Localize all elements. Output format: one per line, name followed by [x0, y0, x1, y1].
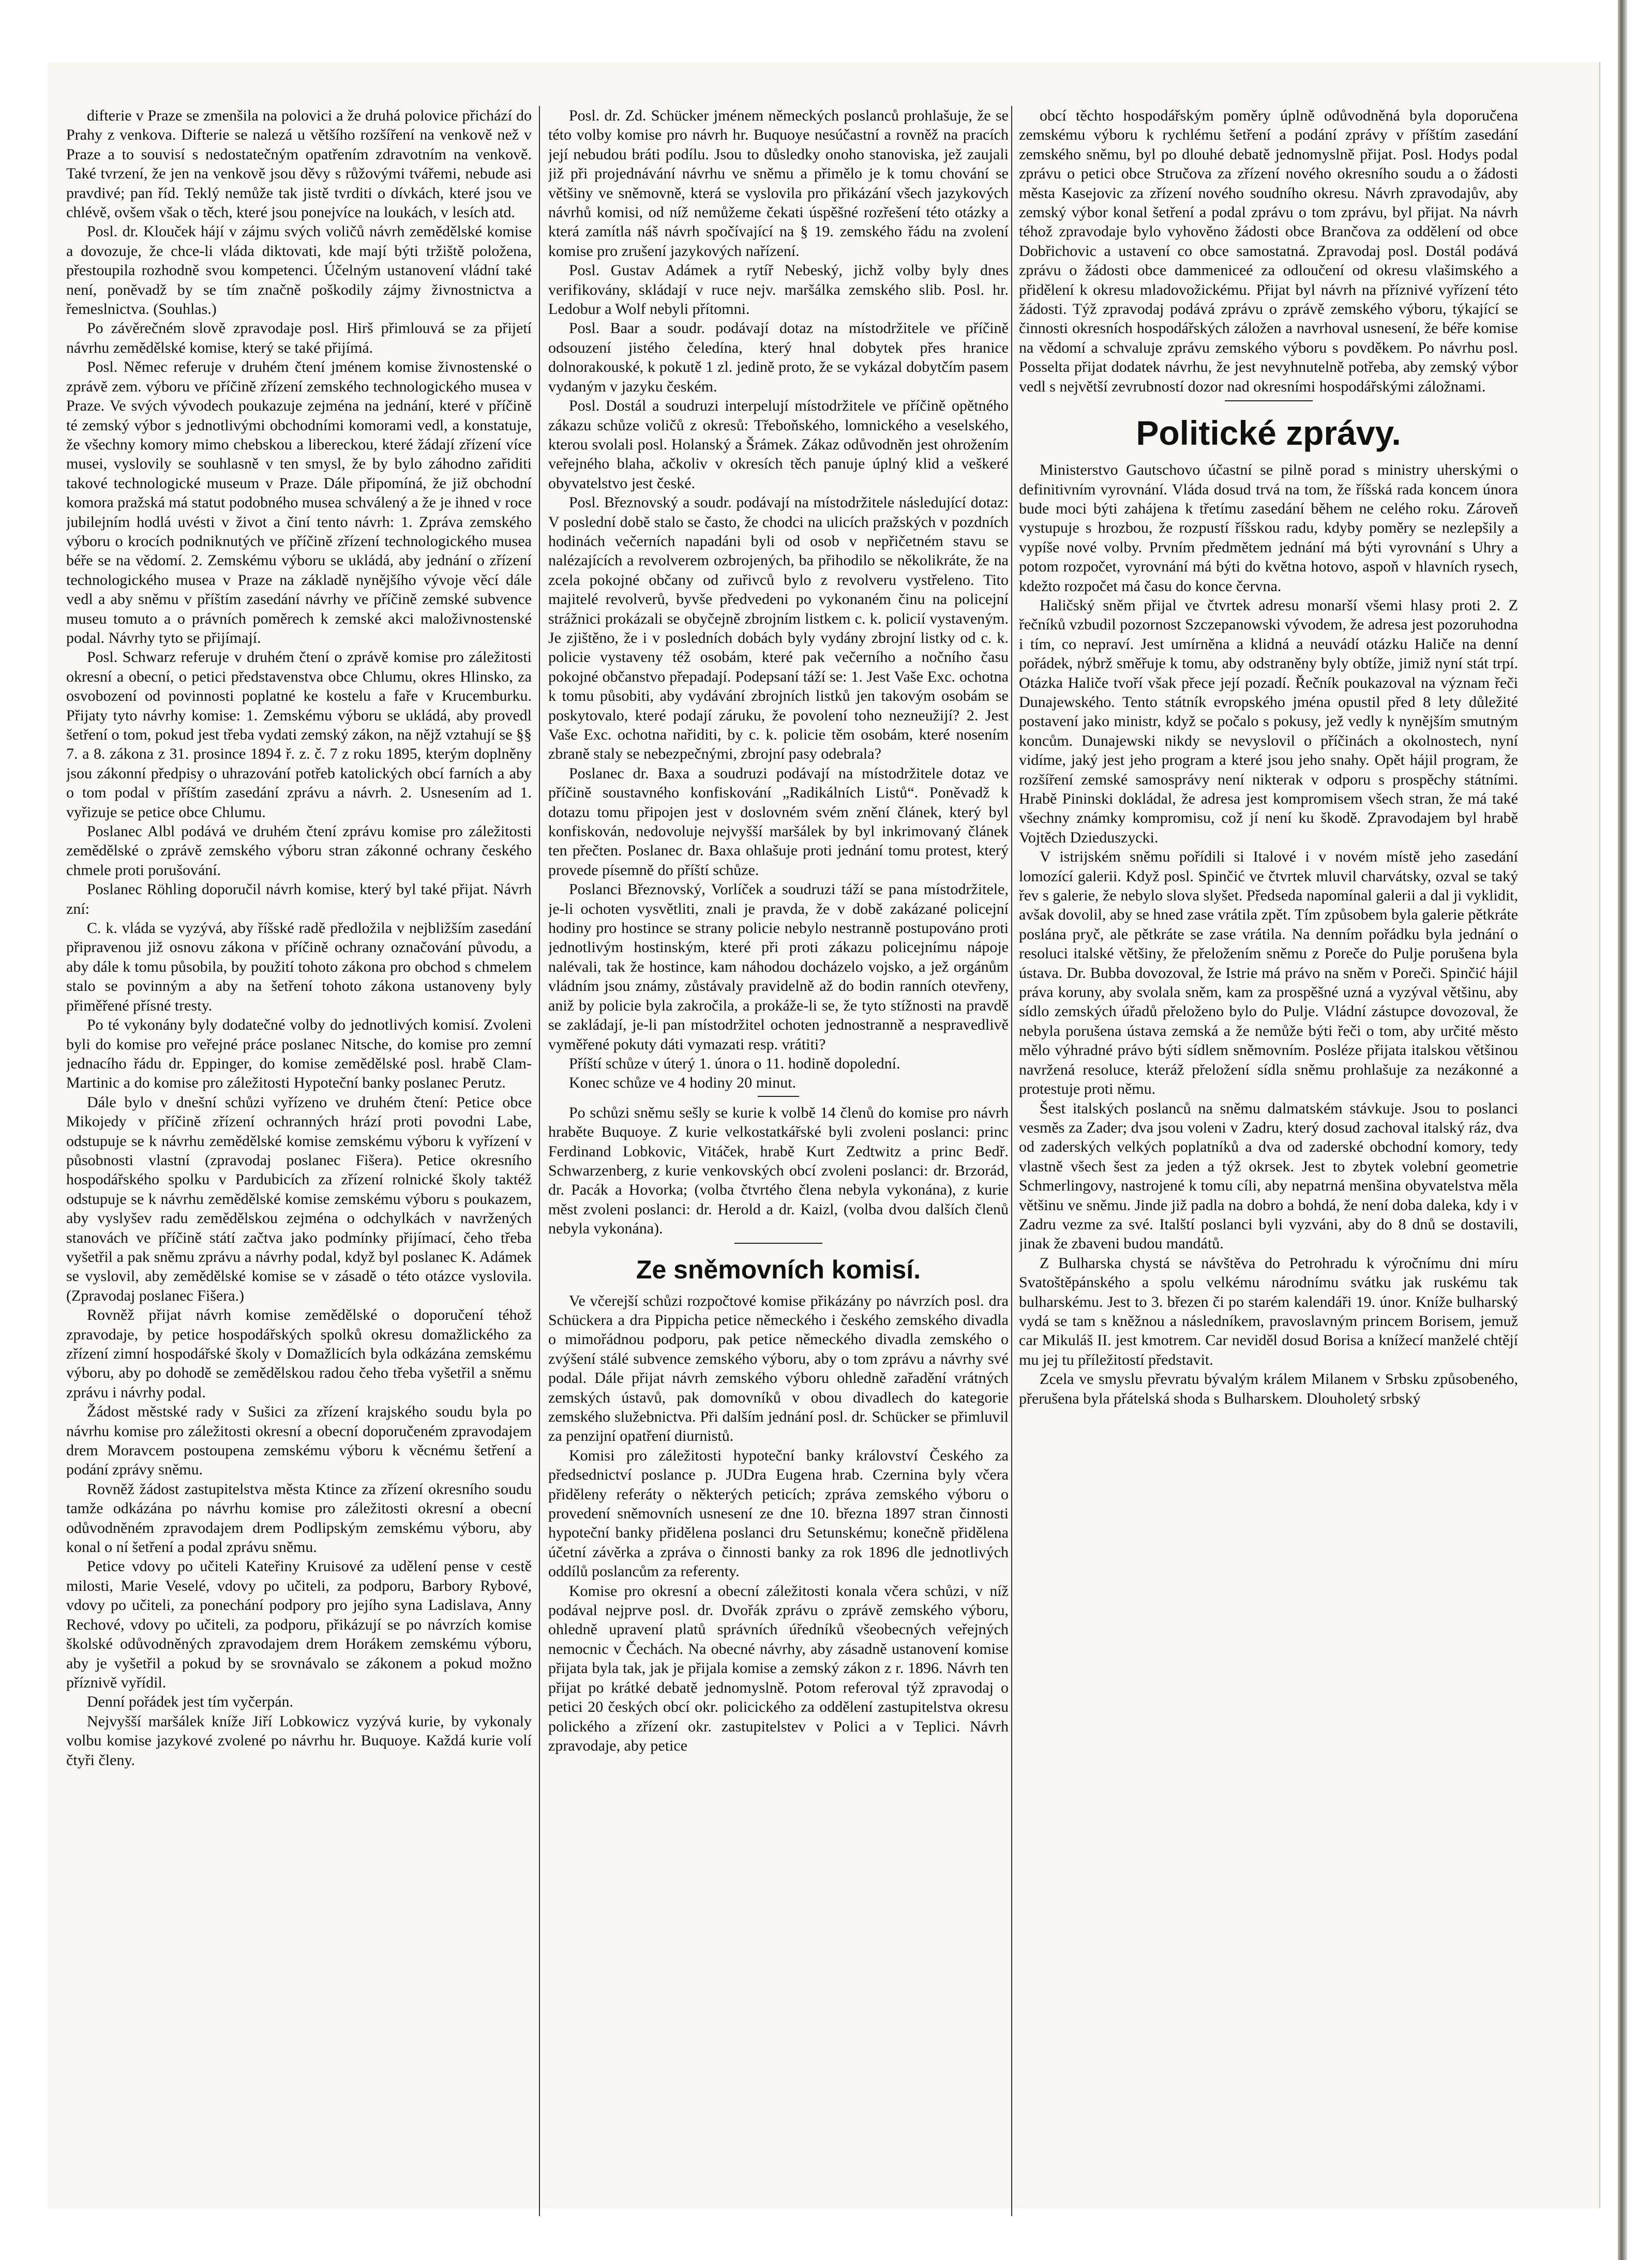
column-3: [1019, 106, 1518, 2221]
paragraph: Denní pořádek jest tím vyčerpán.: [87, 1693, 294, 1711]
paragraph: Příští schůze v úterý 1. února o 11. hodině dopolední.: [569, 1054, 900, 1072]
paragraph: Dále bylo v dnešní schůzi vyřízeno ve druhém čtení: Petice obce Mikojedy v příčině zřízení ochranných hrází proti povodni Labe, odstupuje se k návrhu zemědělské komise zemskému výboru k vyřízení v působnosti vlastní (zpravodaj poslanec Fišera). Petice okresního hospodářského spolku v Pardubicích za zřízení rolnické školy taktéž odstupuje se k návrhu zemědělské komise zemskému výboru s poukazem, aby vyslyšev radu zemědělskou zejména o odchylkách v navržených stanovách ve příčině státí začtva jako podmínky přijímací, čeho třeba vyšetřil a pak sněmu zprávu a návrhy podal, když byl poslanec K. Adámek se vyslovil, aby zemědělské komise se v zásadě o této otázce vyslovila. (Zpravodaj poslanec Fišera.): [66, 1093, 532, 1304]
paragraph: Ministerstvo Gautschovo účastní se pilně porad s ministry uherskými o definitivním vyrovnání. Vláda dosud trvá na tom, že říšská rada koncem února bude moci býti zahájena k třetímu zasedání během ne celého roku. Zároveň vystupuje s hrozbou, že rozpustí říšskou radu, kdyby poměry se nezlepšily a vypíše nové volby. Prvním předmětem jednání má býti vyrovnání s Uhry a potom rozpočet, vyrovnání má býti do května hotovo, aspoň v hlavních rysech, kdežto rozpočet má času do konce června.: [1019, 461, 1518, 595]
paragraph: Petice vdovy po učiteli Kateřiny Kruisové za udělení pense v cestě milosti, Marie Veselé, vdovy po učiteli, za podporu, Barbory Rybové, vdovy po učiteli, za ponechání podpory pro jejího syna Ladislava, Anny Rechové, vdovy po učiteli, za podporu, přikázují se po návrzích komise školské odůvodněných zpravodajem drem Horákem zemskému výboru, aby je vyšetřil a pokud by se srovnávalo se zákonem a pokud možno příznivě vyřídil.: [66, 1558, 532, 1691]
paragraph: Posl. Němec referuje v druhém čtení jménem komise živnostenské o zprávě zem. výboru ve příčině zřízení zemského technologického musea v Praze. Ve svých vývodech poukazuje zejména na jednání, které v příčině té zemský výbor s jednotlivými obchodními komorami vedl, a konstatuje, že všechny komory mimo chebskou a libereckou, které žádají zřízení více musei, vyslovily se souhlasně v ten smysl, že by bylo záhodno zařiditi takové technologické museum v Praze. Dále připomíná, že již obchodní komora pražská má statut podobného musea schválený a že je ihned v roce jubilejním hodlá uvésti v život a činí tento návrh: 1. Zpráva zemského výboru o krocích podniknutých ve příčině zřízení technologického musea béře se na vědomí. 2. Zemskému výboru se ukládá, aby jednání o zřízení technologického musea v Praze na základě nynějšího vývoje věcí dále vedl a aby sněmu v příštím zasedání návrhy ve příčině zemské subvence museu tomuto a o právních poměrech k zemské akci maloživnostenské podal. Návrhy tyto se přijímají.: [66, 358, 532, 646]
paragraph: Poslanci Březnovský, Vorlíček a soudruzi táží se pana místodržitele, je-li ochoten vysvětliti, znali je pravda, že v době zakázané policejní hodiny pro hostince se strany policie nebylo nestranně postupováno proti jednotlivým hostinským, které při proti zákazu policejnímu nápoje nalévali, tak že hostince, kam náhodou docházelo vojsko, a jež orgánům vládním jsou známy, zůstávaly pravidelně až do bodin ranních otevřeny, aniž by policie byla zakročila, a prokáže-li se, že tyto stížnosti na pravdě se zakládají, je-li pan místodržitel ochoten jednostranně a nespravedlivě vyměřené pokuty dáti vymazati resp. vrátiti?: [548, 881, 1009, 1053]
section-divider: [734, 1243, 822, 1244]
paragraph: Konec schůze ve 4 hodiny 20 minut.: [569, 1074, 797, 1092]
paragraph: Žádost městské rady v Sušici za zřízení krajského soudu byla po návrhu komise pro záležitosti okresní a obecní doporučeném zpravodajem drem Moravcem postoupena zemskému výboru k věcnému šetření a podání zprávy sněmu.: [66, 1403, 532, 1479]
paragraph: Poslanec Albl podává ve druhém čtení zprávu komise pro záležitosti zemědělské o zprávě zemského výboru stran zákonné ochrany českého chmele proti porušování.: [66, 823, 532, 879]
paragraph: Po závěrečném slově zpravodaje posl. Hirš přimlouvá se za přijetí návrhu zemědělské komise, který se také přijímá.: [66, 320, 532, 356]
paragraph: Rovněž přijat návrh komise zemědělské o doporučení téhož zpravodaje, by petice hospodářských spolků okresu domažlického za zřízení zimní hospodářské školy v Domažlicích byla odkázána zemskému výboru, aby po dohodě se zemědělskou radou čeho třeba vyšetřil a sněmu zprávu i návrhy podal.: [66, 1306, 532, 1401]
paragraph: Poslanec Röhling doporučil návrh komise, který byl také přijat. Návrh zní:: [66, 881, 532, 917]
section-divider: [1225, 400, 1313, 401]
paragraph: Posl. dr. Klouček hájí v zájmu svých voličů návrh zemědělské komise a dovozuje, že chce-li vláda diktovati, kde mají býti tržiště položena, přestoupila rozhodně svou kompetenci. Účelným ustanovení vládní také není, poněvadž by se tím značně poškodily zájmy živnostnictva a řemeslnictva. (Souhlas.): [66, 223, 532, 318]
paragraph: Po schůzi sněmu sešly se kurie k volbě 14 členů do komise pro návrh hraběte Buquoye. Z kurie velkostatkářské byli zvoleni poslanci: princ Ferdinand Lobkovic, Vitáček, hrabě Kurt Zedtwitz a princ Bedř. Schwarzenberg, z kurie venkovských obcí zvoleni poslanci: dr. Brzorád, dr. Pacák a Hovorka; (volba čtvrtého člena nebyla vykonána), z kurie měst zvoleni poslanci: dr. Herold a dr. Kaizl, (volba dvou dalších členů nebyla vykonána).: [548, 1104, 1009, 1238]
paragraph: Posl. Březnovský a soudr. podávají na místodržitele následující dotaz: V poslední době stalo se často, že chodci na ulicích pražských v pozdních hodinách večerních napadáni byli od osob v nepřičetném stavu se nalézajících a revolverem ozbrojených, ba přihodilo se několikráte, že na zcela pokojné občany od zuřivců bylo z revolveru vystřeleno. Tito majitelé revolverů, byvše předvedeni po vykonaném činu na policejní strážnici prokázali se obyčejně zbrojním listkem c. k. policií vystaveným. Je zjištěno, že i v posledních dobách byly vydány zbrojní listky od c. k. policie vystaveny též osobám, které pak večerního a nočního času pokojné občanstvo přepadají. Podepsaní táží se: 1. Jest Vaše Exc. ochotna k tomu působiti, aby vydávání zbrojních listků jen takovým osobám se poskytovalo, které podají záruku, že povolení toho nezneužijí? 2. Jest Vaše Exc. ochotna nařiditi, by c. k. policie těm osobám, které nosením zbraně staly se nebezpečnými, zbrojní pasy odebrala?: [548, 494, 1009, 763]
paragraph: Ve včerejší schůzi rozpočtové komise přikázány po návrzích posl. dra Schückera a dra Pippicha petice německého i českého zemského divadla o mimořádnou podporu, pak petice německého divadla zemského o zvýšení stálé subvence zemského výboru, aby o tom zprávu a návrhy své podal. Dále přijat návrh zemského výboru ohledně zařadění vrátných zemských ústavů, pak domovníků v obou divadlech do kategorie zemského služebnictva. Při dalším jednání posl. dr. Schücker se přimluvil za penzijní opatření diurnistů.: [548, 1292, 1009, 1445]
page-binding-edge: [1618, 0, 1627, 2260]
paragraph: V istrijském sněmu pořídili si Italové i v novém místě jeho zasedání lomozící galerii. Když posl. Spinčić ve čtvrtek mluvil charvátsky, ozval se taký řev s galerie, že nebylo slova slyšet. Předseda napomínal galerii a dal ji vyklidit, avšak dovolil, aby se hned zase vrátila zpět. Tím způsobem byla galerie pětkráte poslána pryč, ale pětkráte se zase vrátila. Na denním pořádku byla jednání o resoluci italské většiny, že přeložením sněmu z Poreče do Pulje porušena byla ústava. Dr. Bubba dovozoval, že Istrie má právo na sněm v Poreči. Spinčić hájil práva koruny, aby svolala sněm, kam za prospěšné uzná a vyzýval většinu, aby sídlo zemských úřadů přeloženo bylo do Pulje. Vládní zástupce dovozoval, že nebyla porušena ústava zemská a že nemůže býti řeči o tom, aby určité město mělo výhradné právo býti sídlem sněmovním. Posléze přijata italskou většinou navržená resoluce, kteráž přeložení sídla sněmu prohlašuje za nezákonné a protestuje proti němu.: [1019, 848, 1518, 1098]
paragraph: Komisi pro záležitosti hypoteční banky království Českého za předsednictví poslance p. JUDra Eugena hrab. Czernina byly včera přiděleny referáty o některých peticích; zpráva zemského výboru o provedení sněmovních usnesení ze dne 10. března 1897 stran činnosti hypoteční banky přidělena poslanci dru Setunskému; konečně přidělena účetní závěrka a zpráva o činnosti banky za rok 1896 dle jednotlivých oddílů poslancům za referenty.: [548, 1447, 1009, 1580]
column-divider: [539, 106, 540, 2216]
paragraph: Nejvyšší maršálek kníže Jiří Lobkowicz vyzývá kurie, by vykonaly volbu komise jazykové zvolené po návrhu hr. Buquoye. Každá kurie volí čtyři členy.: [66, 1712, 532, 1769]
paragraph: C. k. vláda se vyzývá, aby říšské radě předložila v nejbližším zasedání připravenou již osnovu zákona v příčině ochrany označování původu, a aby dále k tomu působila, by použití tohoto zákona pro obchod s chmelem stalo se povinným a aby na šetření tohoto zákona ustanoveny byly přiměřené přísné tresty.: [66, 920, 532, 1014]
section-title: Ze sněmovních komisí.: [636, 1255, 921, 1284]
paragraph: Posl. Schwarz referuje v druhém čtení o zprávě komise pro záležitosti okresní a obecní, o petici představenstva obce Chlumu, okres Hlinsko, za osvobození od povinnosti poplatné ke kostelu a faře v Krucemburku. Přijaty tyto návrhy komise: 1. Zemskému výboru se ukládá, aby provedl šetření o tom, pokud jest třeba vydati zemský zákon, na nějž vztahují se §§ 7. a 8. zákona z 31. prosince 1894 ř. z. č. 7 z roku 1895, kterým doplněny jsou zákonní předpisy o uhrazování potřeb katolických obcí farních a aby o tom podal v příštím zasedání zprávu a návrh. 2. Usnesením ad 1. vyřizuje se petice obce Chlumu.: [66, 649, 532, 821]
paragraph: Posl. dr. Zd. Schücker jménem německých poslanců prohlašuje, že se této volby komise pro návrh hr. Buquoye nesúčastní a rovněž na pracích její nebudou bráti podílu. Jsou to důsledky onoho stanoviska, jež zaujali již při projednávání návrhu ve sněmu a přimělo je k tomu chování se většiny ve sněmovně, která se vyslovila pro přikázání všech jazykových návrhů komisi, od níž nemůžeme čekati úspěšné rozřešení této otázky a která zamítla náš návrh spočívající na § 19. zemského řádu na zvolení komise pro zrušení jazykových nařízení.: [548, 107, 1009, 260]
paragraph: Posl. Baar a soudr. podávají dotaz na místodržitele ve příčině odsouzení jistého čeledína, který hnal dobytek přes hranice dolnorakouské, k pokutě 1 zl. jedině proto, že se vykázal dobytčím pasem vydaným v jazyku českém.: [548, 320, 1009, 395]
section-divider: [758, 1096, 799, 1097]
paragraph: Šest italských poslanců na sněmu dalmatském stávkuje. Jsou to poslanci vesměs za Zader; dva jsou voleni v Zadru, který dosud zachoval italský ráz, dva od zaderských velkých poplatníků a dva od zaderské obchodní komory, tedy vlastně všech šest za jeden a týž okrsek. Jest to zbytek volební geometrie Schmerlingovy, nastrojené k tomu cíli, aby nepatrná menšina obyvatelstva měla většinu ve sněmu. Jinde již padla na dobro a bohdá, že není doba daleka, kdy i v Zadru vezme za své. Italští poslanci byli vyzváni, aby do 8 dnů se dostavili, jinak že zbaveni budou mandátů.: [1019, 1099, 1518, 1253]
section-title: Politické zprávy.: [1136, 414, 1401, 453]
paragraph: Posl. Gustav Adámek a rytíř Nebeský, jichž volby byly dnes verifikovány, skládají v ruce nejv. maršálka zemského slib. Posl. hr. Ledobur a Wolf nebyli přítomni.: [548, 262, 1009, 318]
paragraph: Haličský sněm přijal ve čtvrtek adresu monarší všemi hlasy proti 2. Z řečníků vzbudil pozornost Szczepanowski vývodem, že adresa jest pozoruhodna i tím, co nepraví. Jest umírněna a klidná a neuvádí otázku Haliče na denní pořádek, nýbrž směřuje k tomu, aby odstraněny byly obtíže, jimiž nyní stát trpí. Otázka Haliče tvoří však přece její pozadí. Řečník poukazoval na význam řeči Dunajewského. Tento státník evropského jména opustil před 8 lety důležité postavení jako ministr, když se počalo s pokusy, jež vedly k nynějším smutným koncům. Dunajewski nikdy se nevyslovil o příčinách a okolnostech, nyní vidíme, jaký jest jeho program a které jsou jeho snahy. Opět hájil program, že rozšíření zemské samosprávy není nikterak v odporu s prospěchy státními. Hrabě Pininski dokládal, že adresa jest kompromisem všech stran, že má také všechny známky kompromisu, což jí není ku škodě. Zpravodajem byl hrabě Vojtěch Dzieduszycki.: [1019, 596, 1518, 846]
paragraph: Rovněž žádost zastupitelstva města Ktince za zřízení okresního soudu tamže odkázána po návrhu komise pro záležitosti okresní a obecní odůvodněném zpravodajem drem Podlipským zemskému výboru, aby konal o ní šetření a podal zprávu sněmu.: [66, 1480, 532, 1556]
paragraph: Po té vykonány byly dodatečné volby do jednotlivých komisí. Zvoleni byli do komise pro veřejné práce poslanec Nitsche, do komise pro zemní jednacího řádu dr. Eppinger, do komise zemědělské posl. hrabě Clam-Martinic a do komise pro záležitosti Hypoteční banky poslanec Perutz.: [66, 1016, 532, 1092]
paragraph: difterie v Praze se zmenšila na polovici a že druhá polovice přichází do Prahy z venkova. Difterie se nalezá u většího rozšíření na venkově než v Praze a to souvisí s nedostatečným opatřením zdravotním na venkově. Také tvrzení, že jen na venkově jsou děvy s růžovými tvářemi, nebude asi pravdivé; pan říd. Teklý nemůže tak jistě tvrditi o dívkách, které jsou ve chlévě, ovšem však o těch, které jsou ponejvíce na loukách, v lesích atd.: [66, 107, 532, 221]
paragraph: Z Bulharska chystá se návštěva do Petrohradu k výročnímu dni míru Svatoštěpánského a spolu velkému národnímu svátku jak ruskému tak bulharskému. Jest to 3. březen či po starém kalendáři 19. únor. Kníže bulharský vydá se tam s kněžnou a následníkem, pravoslavným princem Borisem, jemuž car Mikuláš II. jest kmotrem. Car neviděl dosud Borisa a knížecí manželé chtějí mu jej tu příležitostí představit.: [1019, 1254, 1518, 1368]
paragraph: Posl. Dostál a soudruzi interpelují místodržitele ve příčině opětného zákazu schůze voličů z okresů: Třeboňského, lomnického a veselského, kterou svolali posl. Holanský a Šrámek. Zákaz odůvodněn jest ohrožením veřejného blaha, ačkoliv v okresích těch panuje úplný klid a veškeré obyvatelstvo jest české.: [548, 397, 1009, 492]
column-1: [66, 106, 532, 2221]
paragraph: Komise pro okresní a obecní záležitosti konala včera schůzi, v níž podával nejprve posl. dr. Dvořák zprávu o zprávě zemského výboru, ohledně upravení platů správních úředníků všeobecných veřejných nemocnic v Čechách. Na obecné návrhy, aby zásadně ustanovení komise přijata byla tak, jak je přijala komise a zemský zákon z r. 1896. Návrh ten přijat po krátké debatě jednomyslně. Potom referoval týž zpravodaj o petici 20 českých obcí okr. policického za oddělení zastupitelstva okresu polického a zřízení okr. zastupitelstev v Polici a v Teplici. Návrh zpravodaje, aby petice: [548, 1582, 1009, 1754]
paragraph: Zcela ve smyslu převratu bývalým králem Milanem v Srbsku způsobeného, přerušena byla přátelská shoda s Bulharskem. Dlouholetý srbský: [1019, 1370, 1518, 1407]
column-2: [548, 106, 1009, 2221]
paragraph: obcí těchto hospodářským poměry úplně odůvodněná byla doporučena zemskému výboru k rychlému šetření a podání zprávy v příštím zasedání zemského sněmu, byl po dlouhé debatě jednomyslně přijat. Posl. Hodys podal zprávu o petici obce Stručova za zřízení nového okresního soudu a o žádosti města Kasejovic za zřízení nového soudního okresu. Návrh zpravodajův, aby zemský výbor konal šetření a podal zprávu o tom zprávu, byl přijat. Na návrh téhož zpravodaje bylo vyhověno žádosti obce Brančova za oddělení od obce Dobřichovic a ustavení co obce samostatná. Zpravodaj posl. Dostál podává zprávu o žádosti obce dammeniceé za odloučení od okresu vlašimského a přidělení k okresu mladovožickému. Přijat byl návrh na příznivé vyřízení této žádosti. Týž zpravodaj podává zprávu o zprávě zemského výboru, týkající se činnosti okresních hospodářských záložen a navrhoval usnesení, že béře komise na vědomí a schvaluje zprávu zemského výboru s povděkem. Po návrhu posl. Posselta přijat dodatek návrhu, že jest nevyhnutelně potřeba, aby zemský výbor vedl s největší zevrubností dozor nad okresními hospodářskými záložnami.: [1019, 107, 1518, 395]
paragraph: Poslanec dr. Baxa a soudruzi podávají na místodržitele dotaz ve příčině soustavného konfiskování „Radikálních Listů“. Poněvadž k dotazu tomu připojen jest v doslovném svém znění článek, který byl konfiskován, nedovoluje nejvyšší maršálek by byl inkrimovaný článek ten přečten. Poslanec dr. Baxa ohlašuje proti jednání tomu protest, který provede písemně do příští schůze.: [548, 764, 1009, 879]
column-divider: [1011, 106, 1012, 2216]
